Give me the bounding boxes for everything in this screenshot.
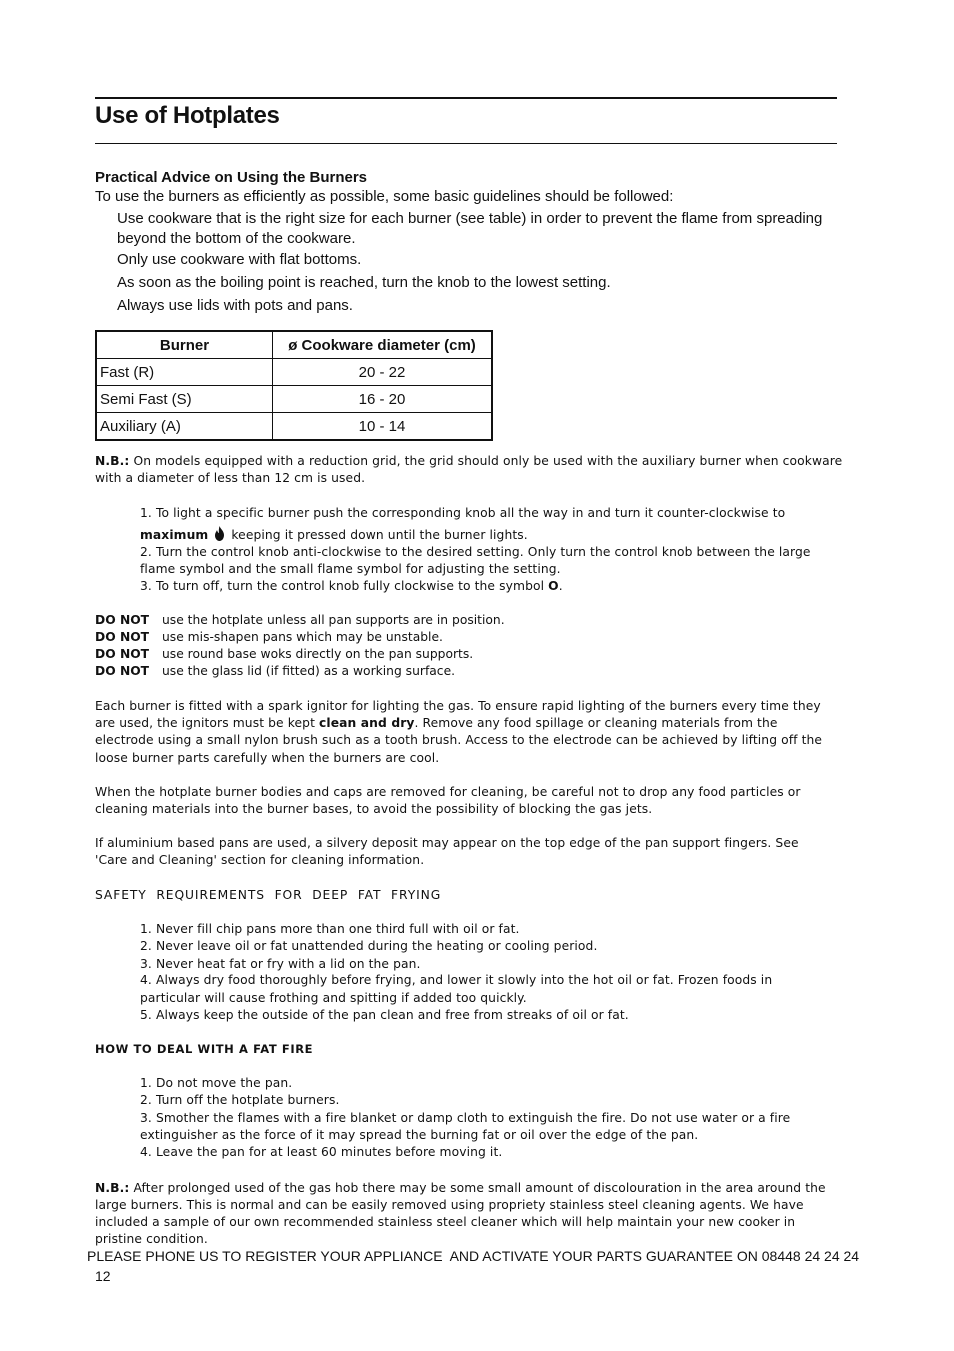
aluminium-paragraph-line: 'Care and Cleaning' section for cleaning information. [95, 853, 425, 867]
safety-item: 2. Never leave oil or fat unattended during the heating or cooling period. [140, 939, 598, 953]
table-cell: 16 - 20 [273, 386, 493, 413]
nb-text: pristine condition. [95, 1232, 208, 1246]
caps-paragraph-line: When the hotplate burner bodies and caps are removed for cleaning, be careful not to drop any food particles or [95, 785, 801, 799]
nb-label: N.B.: [95, 1181, 130, 1195]
title-underline [95, 143, 837, 144]
top-rule [95, 97, 837, 99]
donot-item: use mis-shapen pans which may be unstable. [162, 630, 443, 644]
table-cell: Semi Fast (S) [96, 386, 273, 413]
step-1-line: 1. To light a specific burner push the corresponding knob all the way in and turn it counter-clockwise to [140, 506, 786, 520]
register-phone-footer: PLEASE PHONE US TO REGISTER YOUR APPLIANCE AND ACTIVATE YOUR PARTS GUARANTEE ON 08448 24 24 24 [87, 1248, 860, 1264]
donot-label: DO NOT [95, 613, 150, 627]
off-symbol: O [548, 579, 559, 593]
step-1-continued [140, 526, 528, 546]
step-text: keeping it pressed down until the burner lights. [231, 528, 528, 542]
fire-item: 4. Leave the pan for at least 60 minutes before moving it. [140, 1145, 503, 1159]
table-header: Burner [96, 331, 273, 359]
step-text: . [558, 579, 563, 593]
flame-icon [214, 526, 225, 546]
safety-heading: SAFETY REQUIREMENTS FOR DEEP FAT FRYING [95, 888, 442, 902]
aluminium-paragraph-line: If aluminium based pans are used, a silvery deposit may appear on the top edge of the pan support fingers. See [95, 836, 799, 850]
step-2-line: 2. Turn the control knob anti-clockwise to the desired setting. Only turn the control knob between the large [140, 545, 811, 559]
spark-paragraph-line: electrode using a small nylon brush such as a tooth brush. Access to the electrode can be achieved by lifting off the [95, 733, 823, 747]
table-cell: Auxiliary (A) [96, 413, 273, 441]
donot-item: use the glass lid (if fitted) as a working surface. [162, 664, 456, 678]
maximum-label: maximum [140, 528, 209, 542]
bullet-line: Only use cookware with flat bottoms. [117, 251, 362, 268]
nb-text: After prolonged used of the gas hob there may be some small amount of discolouration in the area around the [133, 1181, 826, 1195]
caps-paragraph-line: cleaning materials into the burner bases, to avoid the possibility of blocking the gas jets. [95, 802, 653, 816]
nb-label: N.B.: [95, 454, 130, 468]
bullet-line: beyond the bottom of the cookware. [117, 230, 356, 247]
clean-and-dry-text: clean and dry [319, 716, 415, 730]
table-cell: Fast (R) [96, 359, 273, 386]
donot-label: DO NOT [95, 630, 150, 644]
nb-text: with a diameter of less than 12 cm is used. [95, 471, 366, 485]
step-2-line: flame symbol and the small flame symbol for adjusting the setting. [140, 562, 561, 576]
table-row [96, 359, 492, 386]
donot-label: DO NOT [95, 647, 150, 661]
fire-item: 3. Smother the flames with a fire blanket or damp cloth to extinguish the fire. Do not use water or a fire [140, 1111, 791, 1125]
table-row [96, 413, 492, 441]
donot-item: use the hotplate unless all pan supports are in position. [162, 613, 505, 627]
bullet-line: Always use lids with pots and pans. [117, 297, 353, 314]
spark-paragraph-line [95, 715, 778, 732]
safety-item: 3. Never heat fat or fry with a lid on the pan. [140, 957, 421, 971]
table-cell: 20 - 22 [273, 359, 493, 386]
table-header-row [96, 331, 492, 359]
step-3-line [140, 578, 563, 595]
practical-intro: To use the burners as efficiently as possible, some basic guidelines should be followed: [95, 188, 674, 205]
spark-paragraph-line: Each burner is fitted with a spark ignitor for lighting the gas. To ensure rapid lighting of the burners every time they [95, 699, 821, 713]
page-number: 12 [95, 1268, 111, 1284]
paragraph-text: are used, the ignitors must be kept [95, 716, 319, 730]
table-row [96, 386, 492, 413]
step-text: 3. To turn off, turn the control knob fully clockwise to the symbol [140, 579, 549, 593]
nb-note [95, 453, 845, 470]
donot-label: DO NOT [95, 664, 150, 678]
practical-heading: Practical Advice on Using the Burners [95, 169, 368, 186]
safety-item: particular will cause frothing and spitting if added too quickly. [140, 991, 527, 1005]
safety-item: 1. Never fill chip pans more than one third full with oil or fat. [140, 922, 520, 936]
safety-item: 4. Always dry food thoroughly before frying, and lower it slowly into the hot oil or fat. Frozen foods in [140, 973, 773, 987]
nb-text: On models equipped with a reduction grid, the grid should only be used with the auxiliary burner when cookware [133, 454, 843, 468]
safety-item: 5. Always keep the outside of the pan clean and free from streaks of oil or fat. [140, 1008, 629, 1022]
donot-item: use round base woks directly on the pan supports. [162, 647, 474, 661]
nb-text: large burners. This is normal and can be easily removed using propriety stainless steel cleaning agents. We have [95, 1198, 804, 1212]
fire-item: 2. Turn off the hotplate burners. [140, 1093, 340, 1107]
bullet-line: As soon as the boiling point is reached, turn the knob to the lowest setting. [117, 274, 611, 291]
bullet-line: Use cookware that is the right size for each burner (see table) in order to prevent the flame from spreading [117, 210, 823, 227]
spark-paragraph-line: loose burner parts carefully when the burners are cool. [95, 751, 440, 765]
burner-size-table [95, 330, 493, 441]
fat-fire-heading: HOW TO DEAL WITH A FAT FIRE [95, 1042, 314, 1056]
nb-note [95, 1180, 845, 1197]
table-header: ø Cookware diameter (cm) [273, 331, 493, 359]
nb-text: included a sample of our own recommended stainless steel cleaner which will help maintain your new cooker in [95, 1215, 796, 1229]
paragraph-text: . Remove any food spillage or cleaning materials from the [414, 716, 778, 730]
fire-item: 1. Do not move the pan. [140, 1076, 293, 1090]
page-title: Use of Hotplates [95, 102, 280, 129]
table-cell: 10 - 14 [273, 413, 493, 441]
fire-item: extinguisher as the force of it may spread the burning fat or oil over the edge of the pan. [140, 1128, 699, 1142]
